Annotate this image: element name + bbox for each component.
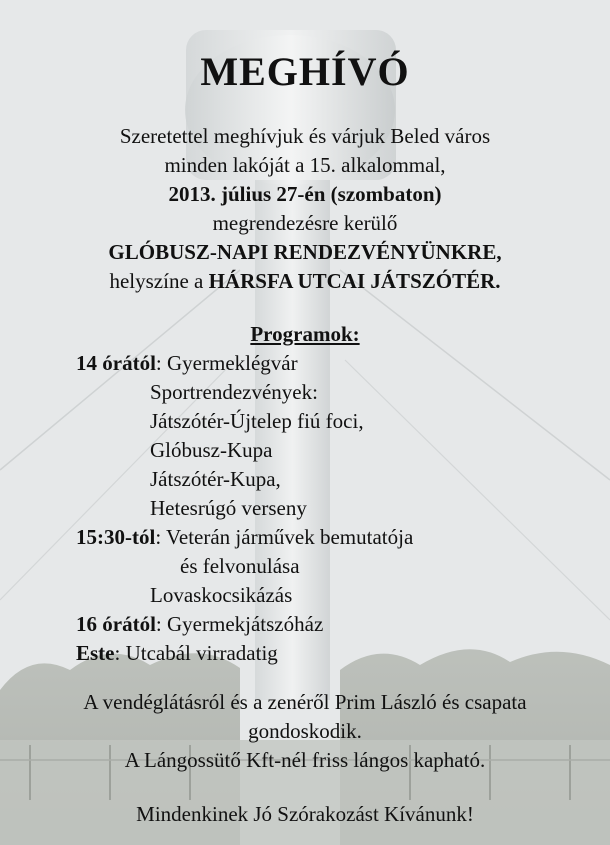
- program-item: Játszótér-Újtelep fiú foci,: [150, 409, 364, 433]
- programs-heading: Programok:: [250, 322, 360, 346]
- program-text: Utcabál virradatig: [125, 641, 278, 665]
- program-separator: :: [114, 641, 126, 665]
- intro-line-2: minden lakóját a 15. alkalommal,: [164, 153, 446, 177]
- venue-name: HÁRSFA UTCAI JÁTSZÓTÉR.: [208, 269, 501, 293]
- event-name: GLÓBUSZ-NAPI RENDEZVÉNYÜNKRE,: [108, 240, 502, 264]
- program-text: Gyermekjátszóház: [167, 612, 324, 636]
- program-separator: :: [155, 525, 167, 549]
- program-item: [0, 523, 610, 552]
- venue-prefix: helyszíne a: [109, 269, 209, 293]
- program-item: Lovaskocsikázás: [150, 583, 293, 607]
- event-date: 2013. július 27-én (szombaton): [168, 182, 442, 206]
- footer-line-2: gondoskodik.: [248, 719, 362, 743]
- program-item: [0, 610, 610, 639]
- footer-section: [0, 688, 610, 775]
- footer-line-3: A Lángossütő Kft-nél friss lángos kapható.: [124, 748, 486, 772]
- program-item: [0, 639, 610, 668]
- program-item: és felvonulása: [180, 554, 300, 578]
- intro-section: [0, 122, 610, 296]
- program-time: 16 órától: [76, 612, 156, 636]
- program-item: Hetesrúgó verseny: [150, 496, 307, 520]
- program-time: Este: [76, 641, 115, 665]
- program-item: [0, 349, 610, 378]
- footer-line-1: A vendéglátásról és a zenéről Prim László és csapata: [83, 690, 527, 714]
- intro-line-1: Szeretettel meghívjuk és várjuk Beled város: [119, 124, 491, 148]
- program-text: Gyermeklégvár: [167, 351, 298, 375]
- program-item: Sportrendezvények:: [150, 380, 318, 404]
- intro-line-4: megrendezésre kerülő: [212, 211, 398, 235]
- venue-line: [0, 267, 610, 296]
- program-time: 15:30-tól: [76, 525, 156, 549]
- page-title: MEGHÍVÓ: [200, 49, 410, 94]
- closing-line: Mindenkinek Jó Szórakozást Kívánunk!: [136, 802, 474, 826]
- program-item: Játszótér-Kupa,: [150, 467, 281, 491]
- program-separator: :: [155, 612, 167, 636]
- program-time: 14 órától: [76, 351, 156, 375]
- programs-section: [0, 320, 610, 668]
- program-text: Veterán járművek bemutatója: [166, 525, 414, 549]
- program-separator: :: [155, 351, 167, 375]
- program-item: Glóbusz-Kupa: [150, 438, 273, 462]
